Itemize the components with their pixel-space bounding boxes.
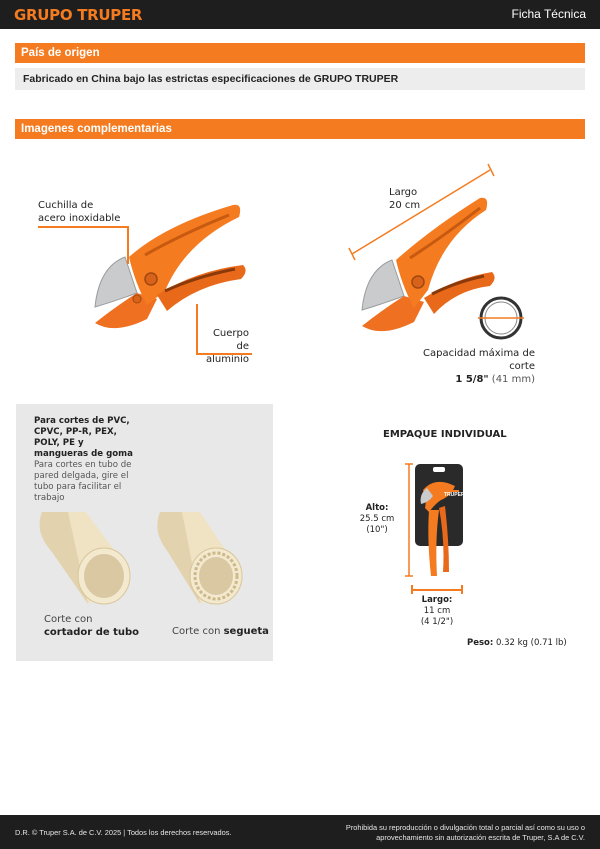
section-origin-header: País de origen [15, 43, 585, 63]
footer-copyright: D.R. © Truper S.A. de C.V. 2025 | Todos los derechos reservados. [15, 828, 232, 837]
cut1-bold: cortador de tubo [44, 627, 140, 638]
capacity-label-text: Capacidad máxima de corte [423, 348, 535, 372]
package-length-tick-left [411, 585, 413, 594]
package-brand: TRUPER [444, 492, 465, 498]
sheet-title: Ficha Técnica [511, 7, 586, 21]
height-in: (10") [366, 525, 388, 535]
cut1-prefix: Corte con [44, 614, 93, 625]
length-in: (4 1/2") [420, 617, 454, 627]
origin-text: Fabricado en China bajo las estrictas especificaciones de GRUPO TRUPER [15, 68, 585, 90]
body-label-line2: aluminio [206, 354, 249, 365]
body-label-line1: Cuerpo de [212, 328, 249, 352]
blade-callout-line [38, 226, 128, 228]
footer-legal-line2: aprovechamiento sin autorización escrita de Truper, S.A de C.V. [376, 833, 585, 842]
blade-label-line2: acero inoxidable [38, 213, 121, 224]
package-length-line [412, 589, 462, 591]
section-images-header: Imagenes complementarias [15, 119, 585, 139]
length-label-line2: 20 cm [389, 200, 421, 211]
height-label: Alto: [365, 503, 389, 513]
height-cm: 25.5 cm [359, 514, 395, 524]
tube-saw-cut-image [150, 512, 250, 607]
blade-callout-line-vertical [127, 226, 129, 264]
brand-logo: GRUPO TRUPER [14, 6, 143, 24]
package-title: EMPAQUE INDIVIDUAL [383, 429, 507, 440]
cut2-bold: segueta [223, 626, 269, 637]
cut-tube-cutter-label [44, 613, 139, 639]
capacity-value-row [409, 373, 535, 386]
capacity-label [409, 347, 535, 386]
body-callout-line-horizontal [196, 353, 252, 355]
blade-label [38, 199, 120, 225]
blade-label-line1: Cuchilla de [38, 200, 94, 211]
package-height [357, 503, 397, 536]
cut2-prefix: Corte con [172, 626, 221, 637]
length-label-line1: Largo [389, 187, 418, 198]
footer-legal-line1: Prohibida su reproducción o divulgación total o parcial así como su uso o [345, 823, 585, 832]
footer-legal [315, 823, 585, 843]
footer-bar [0, 815, 600, 849]
tube-clean-cut-image [38, 512, 138, 607]
weight-label: Peso: [467, 638, 494, 648]
length-cm: 11 cm [423, 606, 451, 616]
cut-saw-label [172, 625, 269, 638]
body-callout-line [196, 304, 198, 354]
pvc-title: Para cortes de PVC, CPVC, PP-R, PEX, POLY, PE y mangueras de goma [34, 416, 133, 459]
package-length-tick-right [461, 585, 463, 594]
pvc-description: Para cortes en tubo de pared delgada, gire el tubo para facilitar el trabajo [34, 460, 132, 503]
package-image [405, 460, 475, 590]
capacity-metric: (41 mm) [491, 374, 535, 385]
pipe-cutter-dimension-image [350, 160, 540, 330]
length-label-pkg: Largo: [421, 595, 453, 605]
body-label [199, 327, 249, 366]
package-weight [467, 638, 567, 648]
capacity-value: 1 5/8" [455, 374, 489, 385]
header-bar [0, 0, 600, 29]
weight-value: 0.32 kg (0.71 lb) [496, 638, 567, 648]
length-label [389, 186, 420, 212]
package-length [416, 595, 458, 628]
